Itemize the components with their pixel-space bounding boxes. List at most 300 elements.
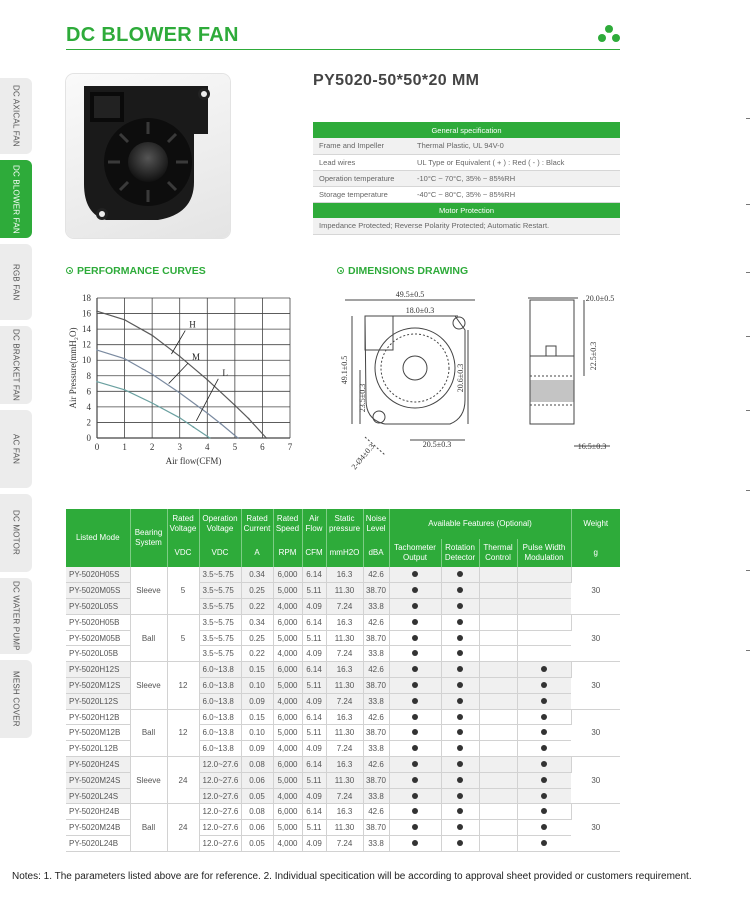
series-label-L: L: [222, 367, 228, 378]
feature-available-dot-icon: [541, 682, 547, 688]
cell-feature-rot: [441, 567, 479, 583]
cell-feature-pwm: [517, 614, 571, 630]
unit-current: A: [241, 539, 273, 567]
cell-feature-tach: [389, 583, 441, 599]
cell-current: 0.09: [241, 693, 273, 709]
cell-flow: 6.14: [302, 614, 326, 630]
unit-weight: g: [571, 539, 620, 567]
cell-speed: 4,000: [273, 836, 302, 852]
cell-operation-voltage: 3.5~5.75: [199, 630, 241, 646]
cell-current: 0.06: [241, 772, 273, 788]
cell-flow: 5.11: [302, 678, 326, 694]
cell-operation-voltage: 12.0~27.6: [199, 772, 241, 788]
series-point-L: [124, 389, 126, 391]
cell-speed: 6,000: [273, 662, 302, 678]
x-tick-label: 3: [177, 442, 182, 452]
feature-available-dot-icon: [412, 793, 418, 799]
cell-rated-voltage: 24: [167, 804, 199, 851]
x-tick-label: 4: [205, 442, 210, 452]
cell-feature-rot: [441, 662, 479, 678]
product-photo: [66, 74, 230, 238]
feature-available-dot-icon: [457, 619, 463, 625]
side-tab-mesh-cover[interactable]: [0, 660, 32, 738]
cell-rated-voltage: 5: [167, 567, 199, 614]
series-point-L: [96, 381, 98, 383]
edge-tick: [746, 650, 750, 651]
series-label-M: M: [191, 352, 201, 363]
cell-flow: 4.09: [302, 788, 326, 804]
series-point-M: [179, 392, 181, 394]
cell-flow: 4.09: [302, 646, 326, 662]
cell-speed: 5,000: [273, 678, 302, 694]
cell-feature-pwm: [517, 725, 571, 741]
cell-operation-voltage: 3.5~5.75: [199, 599, 241, 615]
header-pwm: Pulse Width Modulation: [517, 539, 571, 567]
cell-feature-pwm: [517, 836, 571, 852]
cell-speed: 4,000: [273, 693, 302, 709]
dim-side-height: 22.5±0.3: [589, 341, 598, 371]
cell-feature-rot: [441, 583, 479, 599]
series-point-M: [220, 423, 222, 425]
cell-flow: 5.11: [302, 630, 326, 646]
x-tick-label: 7: [287, 442, 293, 452]
y-tick-label: 4: [86, 401, 91, 412]
cell-weight: 30: [571, 567, 620, 614]
side-tab-label: MESH COVER: [11, 671, 21, 727]
y-tick-label: 18: [82, 293, 91, 303]
cell-feature-tach: [389, 772, 441, 788]
feature-available-dot-icon: [457, 824, 463, 830]
cell-feature-thermal: [479, 567, 517, 583]
side-tab-label: DC WATER PUMP: [11, 581, 21, 651]
series-point-H: [206, 379, 208, 381]
cell-pressure: 16.3: [326, 757, 363, 773]
table-row: [66, 567, 620, 583]
side-tab-dc-blower-fan[interactable]: [0, 160, 32, 238]
feature-available-dot-icon: [412, 571, 418, 577]
cell-feature-rot: [441, 599, 479, 615]
x-tick-label: 6: [260, 442, 265, 452]
cell-operation-voltage: 3.5~5.75: [199, 646, 241, 662]
unit-noise: dBA: [363, 539, 389, 567]
x-tick-label: 2: [149, 442, 155, 452]
cell-feature-rot: [441, 709, 479, 725]
side-tab-label: DC BRACKET FAN: [11, 329, 21, 401]
cell-feature-rot: [441, 630, 479, 646]
cell-feature-rot: [441, 788, 479, 804]
feature-available-dot-icon: [412, 603, 418, 609]
cell-pressure: 16.3: [326, 614, 363, 630]
cell-pressure: 7.24: [326, 599, 363, 615]
cell-feature-pwm: [517, 567, 571, 583]
side-tab-dc-bracket-fan[interactable]: [0, 326, 32, 404]
cell-operation-voltage: 12.0~27.6: [199, 820, 241, 836]
y-tick-label: 16: [82, 308, 91, 319]
cell-feature-thermal: [479, 772, 517, 788]
cell-pressure: 11.30: [326, 583, 363, 599]
cell-pressure: 7.24: [326, 741, 363, 757]
cell-flow: 6.14: [302, 709, 326, 725]
series-pointer-M: [169, 363, 188, 383]
cell-current: 0.22: [241, 646, 273, 662]
blower-fan-image: [66, 74, 230, 238]
header-rated-voltage: Rated Voltage: [167, 509, 199, 539]
cell-operation-voltage: 6.0~13.8: [199, 678, 241, 694]
cell-mode: PY-5020H24B: [66, 804, 130, 820]
dim-right-inner: 20.6±0.3: [456, 363, 465, 393]
cell-flow: 6.14: [302, 804, 326, 820]
cell-feature-thermal: [479, 804, 517, 820]
impeller-circle: [375, 328, 455, 408]
feature-available-dot-icon: [412, 714, 418, 720]
dim-top: 18.0±0.3: [405, 306, 435, 315]
feature-available-dot-icon: [457, 761, 463, 767]
cell-feature-tach: [389, 725, 441, 741]
cell-feature-pwm: [517, 693, 571, 709]
series-point-M: [237, 437, 239, 439]
cell-operation-voltage: 6.0~13.8: [199, 693, 241, 709]
cell-speed: 4,000: [273, 788, 302, 804]
feature-available-dot-icon: [457, 745, 463, 751]
cell-flow: 4.09: [302, 741, 326, 757]
cell-operation-voltage: 6.0~13.8: [199, 662, 241, 678]
cell-feature-pwm: [517, 804, 571, 820]
y-tick-label: 6: [86, 386, 91, 397]
spec-table: [313, 122, 620, 235]
y-tick-label: 12: [82, 339, 91, 350]
feature-available-dot-icon: [457, 777, 463, 783]
performance-table: [66, 509, 620, 852]
cell-bearing: Sleeve: [130, 662, 167, 709]
cell-feature-thermal: [479, 757, 517, 773]
cell-feature-tach: [389, 678, 441, 694]
cell-operation-voltage: 6.0~13.8: [199, 741, 241, 757]
cell-pressure: 11.30: [326, 725, 363, 741]
cell-feature-rot: [441, 725, 479, 741]
cell-pressure: 11.30: [326, 772, 363, 788]
feature-available-dot-icon: [457, 793, 463, 799]
series-line-L: [97, 382, 210, 438]
motor-protection-text: Impedance Protected; Reverse Polarity Protected; Automatic Restart.: [313, 218, 620, 234]
cell-weight: 30: [571, 804, 620, 851]
cell-operation-voltage: 12.0~27.6: [199, 836, 241, 852]
cell-speed: 4,000: [273, 599, 302, 615]
mount-hole-bottom: [373, 411, 385, 423]
feature-available-dot-icon: [541, 729, 547, 735]
series-point-M: [96, 349, 98, 351]
spec-key: Lead wires: [313, 154, 411, 170]
cell-noise: 42.6: [363, 757, 389, 773]
table-row: [66, 614, 620, 630]
series-point-L: [209, 437, 211, 439]
cell-mode: PY-5020H05S: [66, 567, 130, 583]
cell-operation-voltage: 12.0~27.6: [199, 804, 241, 820]
spec-value: UL Type or Equivalent ( + ) : Red ( - ) : Black: [411, 154, 620, 170]
feature-available-dot-icon: [412, 761, 418, 767]
cell-feature-pwm: [517, 772, 571, 788]
cell-feature-thermal: [479, 725, 517, 741]
edge-tick: [746, 272, 750, 273]
cell-noise: 33.8: [363, 599, 389, 615]
cell-feature-tach: [389, 820, 441, 836]
bullet-circle-icon: [337, 267, 344, 274]
feature-available-dot-icon: [457, 729, 463, 735]
feature-available-dot-icon: [457, 650, 463, 656]
feature-available-dot-icon: [541, 761, 547, 767]
cell-noise: 38.70: [363, 725, 389, 741]
cell-pressure: 7.24: [326, 788, 363, 804]
series-point-H: [248, 418, 250, 420]
cell-pressure: 16.3: [326, 804, 363, 820]
y-tick-label: 10: [82, 355, 91, 366]
cell-noise: 33.8: [363, 693, 389, 709]
feature-available-dot-icon: [541, 824, 547, 830]
cell-pressure: 7.24: [326, 693, 363, 709]
cell-current: 0.08: [241, 757, 273, 773]
model-title: PY5020-50*50*20 MM: [313, 72, 480, 89]
cell-mode: PY-5020H05B: [66, 614, 130, 630]
cell-noise: 42.6: [363, 662, 389, 678]
cell-feature-thermal: [479, 709, 517, 725]
cell-feature-pwm: [517, 599, 571, 615]
cell-feature-rot: [441, 693, 479, 709]
cell-current: 0.22: [241, 599, 273, 615]
table-row: [66, 709, 620, 725]
dim-height: 49.1±0.5: [340, 355, 349, 385]
cell-current: 0.08: [241, 804, 273, 820]
cell-speed: 5,000: [273, 583, 302, 599]
unit-speed: RPM: [273, 539, 302, 567]
cell-feature-rot: [441, 772, 479, 788]
cell-feature-thermal: [479, 646, 517, 662]
feature-available-dot-icon: [457, 635, 463, 641]
cell-operation-voltage: 6.0~13.8: [199, 725, 241, 741]
footnote: Notes: 1. The parameters listed above are for reference. 2. Individual specitication will be according to approval sheet provided or customers requirement.: [12, 871, 692, 882]
header-thermal: Thermal Control: [479, 539, 517, 567]
feature-available-dot-icon: [541, 666, 547, 672]
dimensions-heading: [337, 265, 468, 277]
feature-available-dot-icon: [457, 840, 463, 846]
cell-feature-tach: [389, 693, 441, 709]
cell-speed: 5,000: [273, 820, 302, 836]
feature-available-dot-icon: [412, 698, 418, 704]
cell-feature-tach: [389, 836, 441, 852]
general-spec-header: General specification: [313, 122, 620, 138]
side-tab-label: AC FAN: [11, 433, 21, 465]
cell-pressure: 16.3: [326, 662, 363, 678]
cell-operation-voltage: 12.0~27.6: [199, 788, 241, 804]
cell-pressure: 7.24: [326, 646, 363, 662]
cell-speed: 5,000: [273, 725, 302, 741]
cell-mode: PY-5020M24B: [66, 820, 130, 836]
edge-tick: [746, 336, 750, 337]
spec-value: -40°C ~ 80°C, 35% ~ 85%RH: [411, 186, 620, 202]
feature-available-dot-icon: [412, 682, 418, 688]
feature-available-dot-icon: [541, 745, 547, 751]
side-tab-dc-axical-fan[interactable]: [0, 78, 32, 154]
spec-key: Frame and Impeller: [313, 138, 411, 154]
fan-outline: [365, 316, 465, 424]
cell-feature-thermal: [479, 836, 517, 852]
cell-feature-rot: [441, 678, 479, 694]
cell-mode: PY-5020L24B: [66, 836, 130, 852]
cell-feature-pwm: [517, 630, 571, 646]
bullet-circle-icon: [66, 267, 73, 274]
cell-current: 0.15: [241, 709, 273, 725]
cell-noise: 38.70: [363, 630, 389, 646]
feature-available-dot-icon: [457, 666, 463, 672]
feature-available-dot-icon: [457, 682, 463, 688]
feature-available-dot-icon: [457, 714, 463, 720]
cell-speed: 6,000: [273, 709, 302, 725]
cell-pressure: 7.24: [326, 836, 363, 852]
cell-mode: PY-5020H12B: [66, 709, 130, 725]
x-tick-label: 0: [94, 442, 100, 452]
cell-current: 0.15: [241, 662, 273, 678]
x-tick-label: 1: [122, 442, 127, 452]
cell-current: 0.34: [241, 567, 273, 583]
header-rotation: Rotation Detector: [441, 539, 479, 567]
cell-feature-tach: [389, 567, 441, 583]
header-weight: Weight: [571, 509, 620, 539]
cell-feature-pwm: [517, 788, 571, 804]
cell-feature-thermal: [479, 614, 517, 630]
side-tab-rgb-fan[interactable]: [0, 244, 32, 320]
feature-available-dot-icon: [412, 745, 418, 751]
unit-flow: CFM: [302, 539, 326, 567]
cell-current: 0.09: [241, 741, 273, 757]
series-pointer-L: [196, 379, 218, 421]
feature-available-dot-icon: [541, 698, 547, 704]
cell-feature-tach: [389, 757, 441, 773]
feature-available-dot-icon: [412, 777, 418, 783]
cell-weight: 30: [571, 662, 620, 709]
cell-current: 0.25: [241, 630, 273, 646]
series-point-M: [206, 412, 208, 414]
cell-feature-thermal: [479, 583, 517, 599]
cell-feature-tach: [389, 804, 441, 820]
cell-flow: 5.11: [302, 583, 326, 599]
cell-pressure: 16.3: [326, 567, 363, 583]
cell-operation-voltage: 6.0~13.8: [199, 709, 241, 725]
series-line-M: [97, 350, 238, 438]
series-point-L: [151, 402, 153, 404]
unit-pressure: mmH2O: [326, 539, 363, 567]
cell-flow: 5.11: [302, 772, 326, 788]
cell-feature-rot: [441, 820, 479, 836]
side-tab-dc-water-pump[interactable]: [0, 578, 32, 654]
side-tab-ac-fan[interactable]: [0, 410, 32, 488]
cell-feature-pwm: [517, 678, 571, 694]
series-line-H: [97, 311, 266, 438]
series-label-H: H: [189, 319, 196, 330]
feature-available-dot-icon: [412, 650, 418, 656]
dim-holes: 2-Ø4±0.3: [349, 441, 377, 472]
cell-feature-thermal: [479, 678, 517, 694]
cell-flow: 4.09: [302, 836, 326, 852]
cell-mode: PY-5020H24S: [66, 757, 130, 773]
spec-key: Operation temperature: [313, 170, 411, 186]
feature-available-dot-icon: [541, 777, 547, 783]
feature-available-dot-icon: [457, 603, 463, 609]
series-point-H: [124, 319, 126, 321]
cell-flow: 6.14: [302, 757, 326, 773]
cell-feature-rot: [441, 614, 479, 630]
feature-available-dot-icon: [541, 840, 547, 846]
cell-current: 0.10: [241, 678, 273, 694]
cell-feature-pwm: [517, 709, 571, 725]
cell-mode: PY-5020M12S: [66, 678, 130, 694]
cell-feature-pwm: [517, 820, 571, 836]
cell-noise: 42.6: [363, 614, 389, 630]
header-rated-current: Rated Current: [241, 509, 273, 539]
cell-feature-pwm: [517, 741, 571, 757]
cell-mode: PY-5020L24S: [66, 788, 130, 804]
cell-mode: PY-5020L12B: [66, 741, 130, 757]
side-tab-label: RGB FAN: [11, 263, 21, 301]
edge-tick: [746, 118, 750, 119]
dim-side-thickness: 20.0±0.5: [585, 294, 615, 303]
spec-value: -10°C ~ 70°C, 35% ~ 85%RH: [411, 170, 620, 186]
header-listed-mode: Listed Mode: [66, 509, 130, 567]
cell-current: 0.34: [241, 614, 273, 630]
cell-feature-tach: [389, 614, 441, 630]
table-row: [66, 804, 620, 820]
feature-available-dot-icon: [457, 587, 463, 593]
cell-weight: 30: [571, 709, 620, 756]
motor-protection-header: Motor Protection: [313, 202, 620, 218]
x-tick-label: 5: [232, 442, 238, 452]
header-features: Available Features (Optional): [389, 509, 571, 539]
cell-feature-tach: [389, 741, 441, 757]
y-tick-label: 0: [86, 433, 91, 443]
cell-flow: 6.14: [302, 567, 326, 583]
dim-bottom: 20.5±0.3: [422, 440, 452, 449]
cell-feature-thermal: [479, 820, 517, 836]
series-point-H: [265, 437, 267, 439]
title-divider: [66, 49, 620, 50]
cell-mode: PY-5020L05S: [66, 599, 130, 615]
cell-bearing: Ball: [130, 804, 167, 851]
brand-logo-icon: [597, 24, 621, 44]
side-tab-dc-motor[interactable]: [0, 494, 32, 572]
y-tick-label: 14: [82, 324, 91, 335]
feature-available-dot-icon: [412, 729, 418, 735]
series-point-M: [151, 373, 153, 375]
feature-available-dot-icon: [457, 571, 463, 577]
cell-feature-tach: [389, 599, 441, 615]
cell-flow: 4.09: [302, 599, 326, 615]
series-point-H: [179, 356, 181, 358]
feature-available-dot-icon: [541, 793, 547, 799]
cell-mode: PY-5020L12S: [66, 693, 130, 709]
side-tab-label: DC BLOWER FAN: [11, 164, 21, 234]
cell-current: 0.10: [241, 725, 273, 741]
cell-feature-tach: [389, 646, 441, 662]
cell-mode: PY-5020M05B: [66, 630, 130, 646]
cell-feature-tach: [389, 662, 441, 678]
cell-mode: PY-5020L05B: [66, 646, 130, 662]
feature-available-dot-icon: [457, 698, 463, 704]
header-air-flow: Air Flow: [302, 509, 326, 539]
cell-operation-voltage: 12.0~27.6: [199, 757, 241, 773]
cell-noise: 33.8: [363, 788, 389, 804]
cell-pressure: 11.30: [326, 678, 363, 694]
dim-side-bottom: 16.5±0.3: [577, 442, 607, 451]
mount-hole-top: [453, 317, 465, 329]
cell-flow: 5.11: [302, 820, 326, 836]
cell-noise: 38.70: [363, 678, 389, 694]
